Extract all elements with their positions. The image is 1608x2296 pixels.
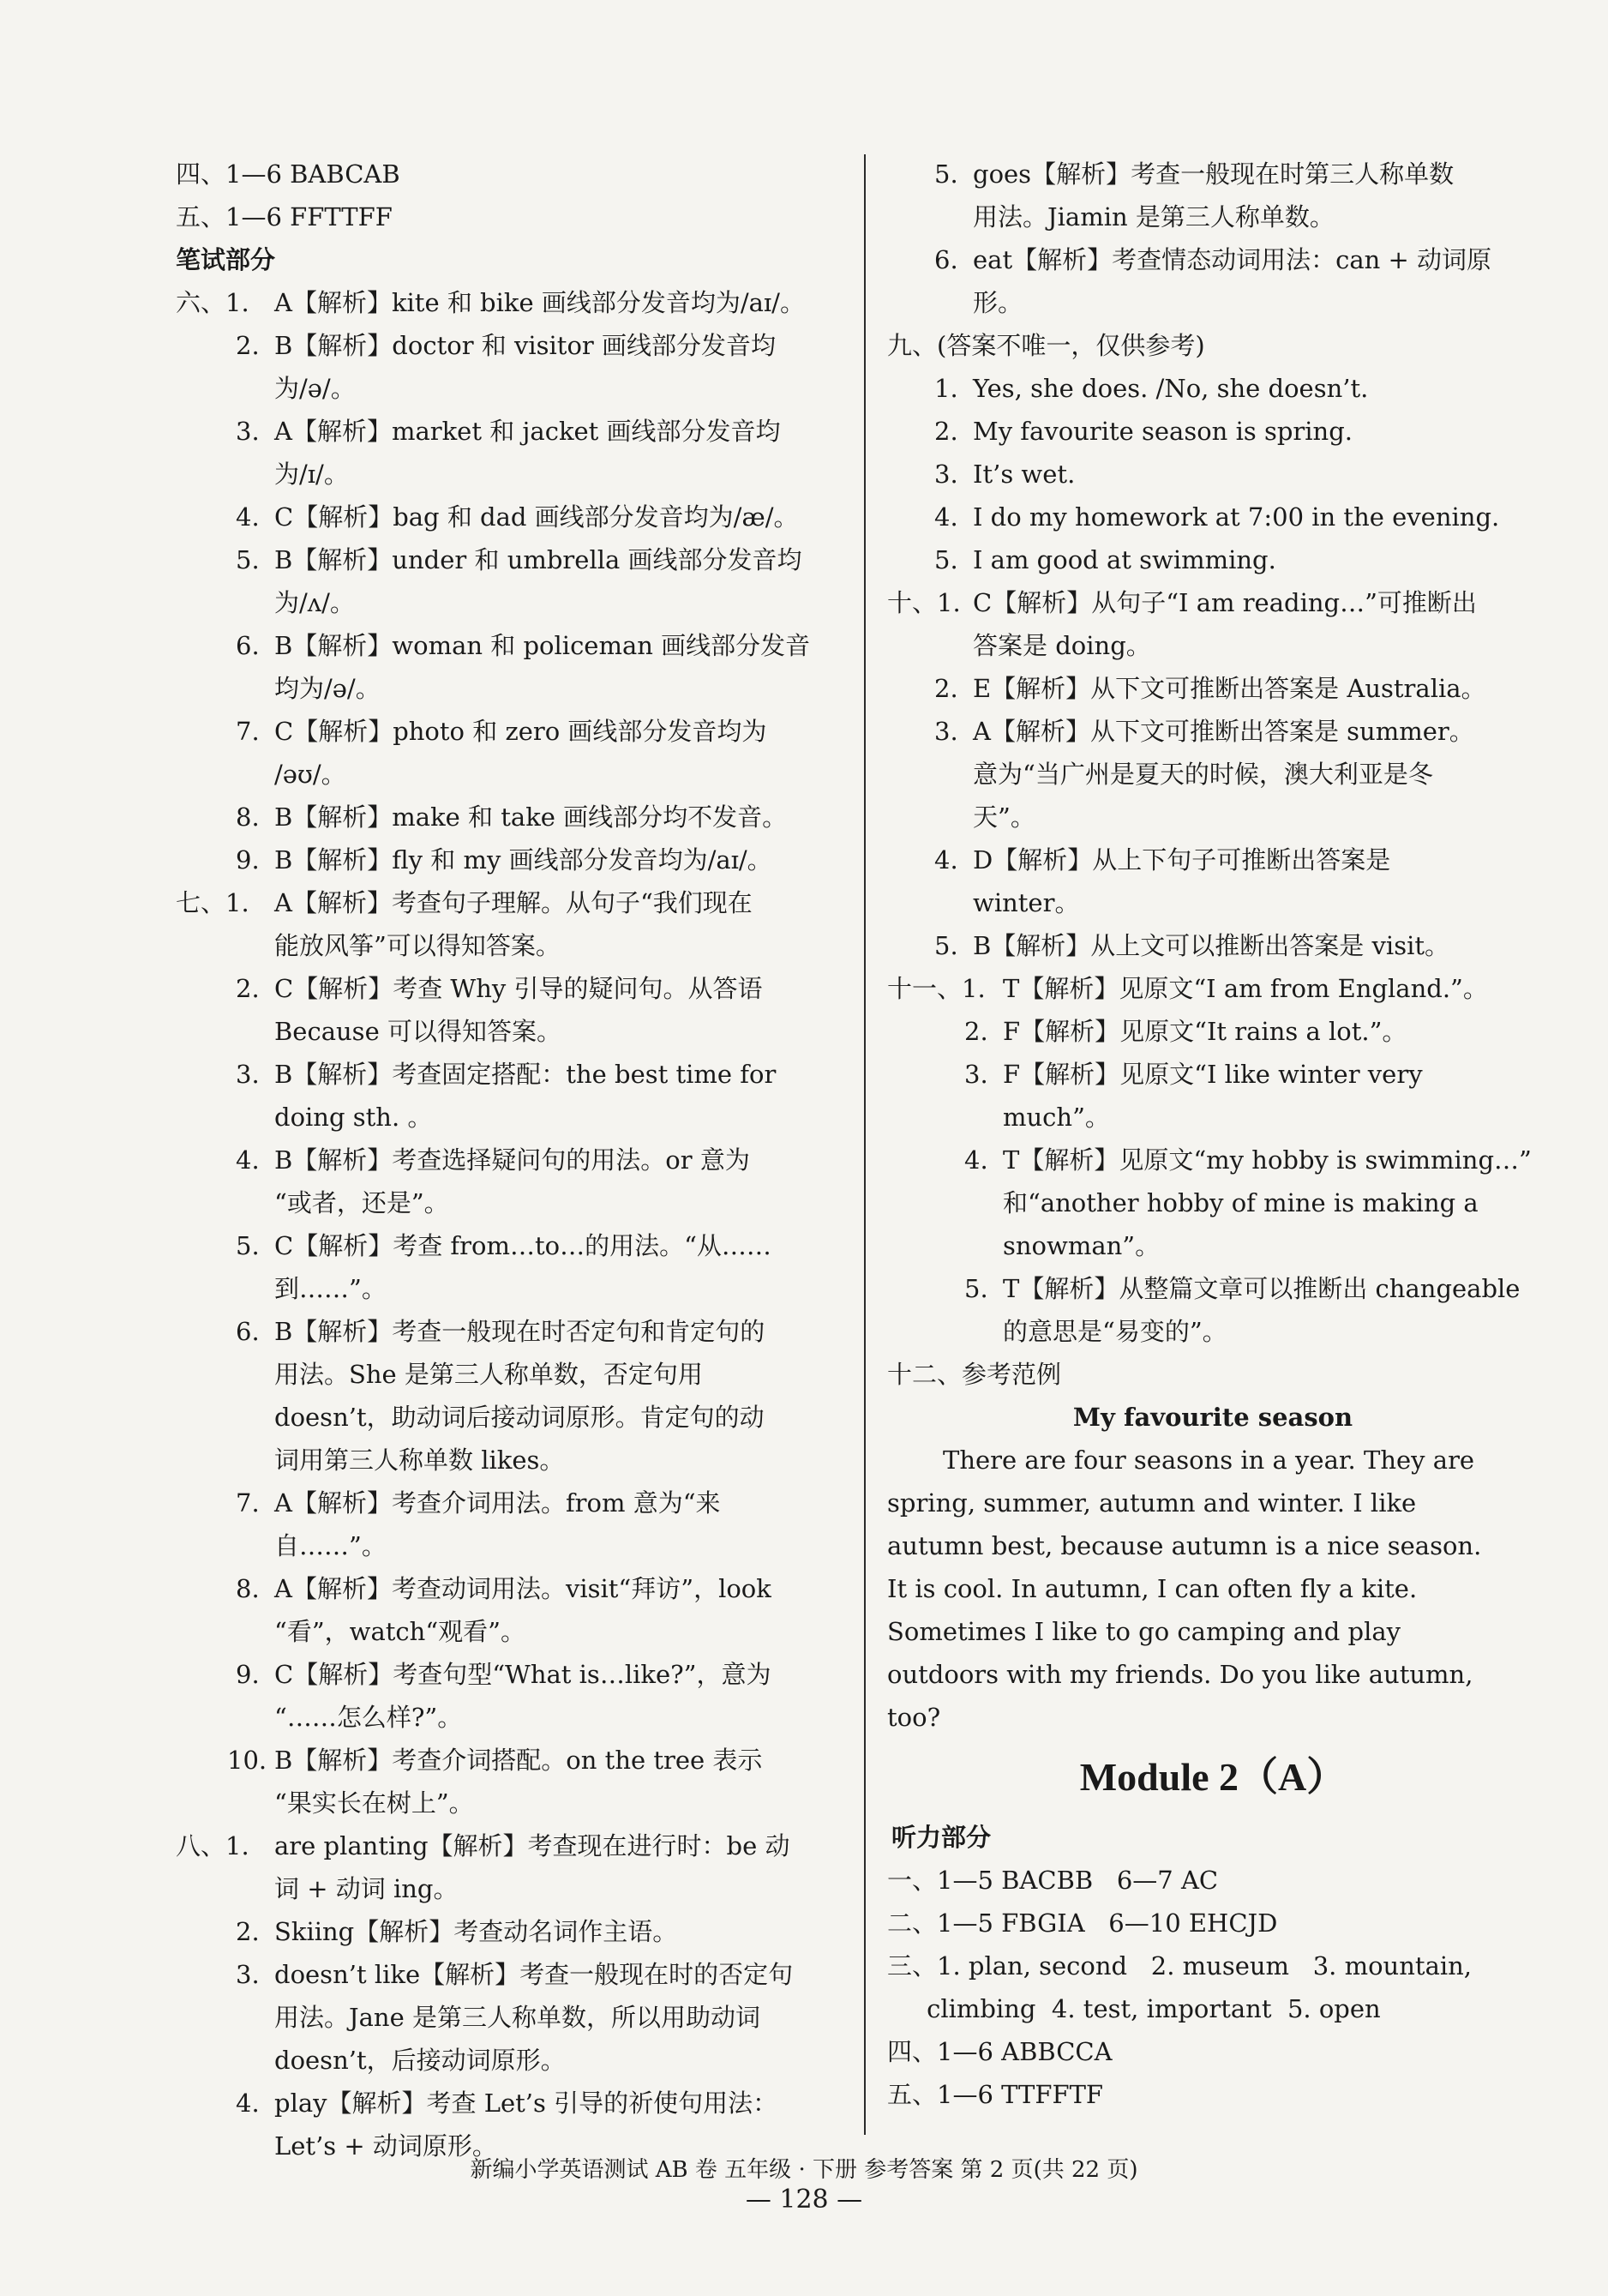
module-answer-line: 三、1. plan, second 2. museum 3. mountain,: [887, 1951, 1473, 1980]
right-answer-line: [887, 367, 1539, 410]
essay-line: There are four seasons in a year. They are: [943, 1446, 1475, 1475]
right-answer-line: [887, 1310, 1539, 1353]
item-number: 8.: [236, 802, 260, 832]
item-text: 自……”。: [274, 1531, 387, 1560]
essay-title: My favourite season: [1072, 1403, 1353, 1432]
right-answer-line: [887, 538, 1539, 581]
item-number: 5.: [934, 159, 958, 189]
item-text: C【解析】考查句型“What is…like?”，意为: [274, 1660, 771, 1689]
item-number: 3.: [236, 1060, 260, 1089]
item-text: 均为/ə/。: [274, 674, 381, 703]
item-text: 为/ʌ/。: [274, 588, 355, 617]
left-answer-line: [176, 1396, 853, 1439]
right-answer-line: [887, 238, 1539, 281]
right-answer-line: [887, 624, 1539, 667]
item-text: C【解析】photo 和 zero 画线部分发音均为: [274, 717, 767, 746]
right-answer-line: [887, 881, 1539, 924]
left-answer-line: [176, 881, 853, 924]
left-answer-line: [176, 538, 853, 581]
right-answer-line: [887, 153, 1539, 195]
left-answer-line: [176, 367, 853, 410]
item-text: doesn’t，后接动词原形。: [274, 2046, 566, 2075]
right-answer-line: [887, 924, 1539, 967]
module-answer-line: climbing 4. test, important 5. open: [887, 1994, 1381, 2023]
item-text: B【解析】考查介词搭配。on the tree 表示: [274, 1746, 763, 1775]
left-answer-line: [176, 1953, 853, 1996]
item-text: D【解析】从上下句子可推断出答案是: [973, 845, 1391, 875]
left-answer-line: [176, 2039, 853, 2082]
right-answer-line: [887, 753, 1539, 796]
item-text: much”。: [1003, 1103, 1110, 1132]
module-answer-line: 一、1—5 BACBB 6—7 AC: [887, 1866, 1219, 1895]
left-answer-line: [176, 924, 853, 967]
item-number: 3.: [934, 717, 958, 746]
left-column: [176, 153, 853, 2167]
right-answer-line: [887, 710, 1539, 753]
item-text: doesn’t，助动词后接动词原形。肯定句的动: [274, 1403, 765, 1432]
item-text: I do my homework at 7:00 in the evening.: [973, 502, 1500, 532]
item-number: 九、(答案不唯一，仅供参考): [887, 331, 1205, 360]
item-number: 2.: [236, 1917, 260, 1946]
left-answer-line: [176, 1224, 853, 1267]
item-text: winter。: [973, 888, 1080, 917]
left-answer-line: [176, 1910, 853, 1953]
item-text: play【解析】考查 Let’s 引导的祈使句用法：: [274, 2089, 778, 2118]
item-text: C【解析】考查 Why 引导的疑问句。从答语: [274, 974, 763, 1003]
left-answer-line: [176, 324, 853, 367]
essay-line: too?: [887, 1703, 941, 1732]
right-answer-line: [887, 1139, 1539, 1181]
item-text: Because 可以得知答案。: [274, 1017, 561, 1046]
item-number: 4.: [236, 502, 260, 532]
item-text: T【解析】从整篇文章可以推断出 changeable: [1003, 1274, 1521, 1303]
item-text: 答案是 doing。: [973, 631, 1151, 660]
item-text: doing sth. 。: [274, 1103, 433, 1132]
item-number: 3.: [236, 417, 260, 446]
item-number: 3.: [964, 1060, 988, 1089]
item-text: B【解析】fly 和 my 画线部分发音均为/aɪ/。: [274, 845, 772, 875]
item-number: 五、1—6 FFTTFF: [176, 202, 393, 231]
item-text: A【解析】从下文可推断出答案是 summer。: [973, 717, 1474, 746]
item-number: 5.: [236, 1231, 260, 1260]
right-answer-line: [887, 281, 1539, 324]
item-text: 能放风筝”可以得知答案。: [274, 931, 561, 960]
item-text: A【解析】market 和 jacket 画线部分发音均: [274, 417, 781, 446]
item-text: 词用第三人称单数 likes。: [274, 1446, 565, 1475]
right-answer-line: [887, 1010, 1539, 1053]
right-answer-line: [887, 324, 1539, 367]
item-number: 七、1.: [176, 888, 249, 917]
item-text: Skiing【解析】考查动名词作主语。: [274, 1917, 678, 1946]
left-answer-line: [176, 2082, 853, 2125]
essay-line: Sometimes I like to go camping and play: [887, 1617, 1401, 1646]
item-number: 5.: [934, 931, 958, 960]
item-number: 2.: [934, 417, 958, 446]
right-answer-line: [887, 581, 1539, 624]
right-answer-line: [887, 1181, 1539, 1224]
left-answer-line: [176, 496, 853, 538]
left-answer-line: [176, 1996, 853, 2039]
module-answer-line: 听力部分: [891, 1823, 992, 1852]
item-text: I am good at swimming.: [973, 545, 1276, 574]
right-answer-line: [887, 195, 1539, 238]
item-text: “或者，还是”。: [274, 1188, 449, 1217]
left-answer-line: [176, 238, 853, 281]
left-answer-line: [176, 1524, 853, 1567]
item-text: /əʊ/。: [274, 760, 346, 789]
item-text: 意为“当广州是夏天的时候，澳大利亚是冬: [973, 760, 1433, 789]
item-number: 10.: [227, 1746, 267, 1775]
item-number: 5.: [236, 545, 260, 574]
item-text: “果实长在树上”。: [274, 1788, 474, 1818]
module-title: Module 2（A）: [1079, 1755, 1347, 1799]
left-answer-line: [176, 581, 853, 624]
left-answer-line: [176, 453, 853, 496]
item-text: It’s wet.: [973, 460, 1076, 489]
column-divider: [864, 154, 866, 2135]
footer-page-number: — 128 —: [745, 2185, 863, 2215]
item-number: 十二、参考范例: [887, 1360, 1062, 1389]
item-number: 四、1—6 BABCAB: [176, 159, 400, 189]
item-text: are planting【解析】考查现在进行时：be 动: [274, 1831, 790, 1860]
item-text: My favourite season is spring.: [973, 417, 1353, 446]
item-number: 6.: [236, 1317, 260, 1346]
module-answer-line: 二、1—5 FBGIA 6—10 EHCJD: [887, 1908, 1278, 1938]
left-answer-line: [176, 195, 853, 238]
right-answer-line: [887, 1053, 1539, 1096]
item-text: B【解析】woman 和 policeman 画线部分发音: [274, 631, 811, 660]
item-text: A【解析】考查动词用法。visit“拜访”，look: [274, 1574, 771, 1603]
item-text: F【解析】见原文“It rains a lot.”。: [1003, 1017, 1407, 1046]
item-text: F【解析】见原文“I like winter very: [1003, 1060, 1423, 1089]
left-answer-line: [176, 1310, 853, 1353]
right-answer-line: [887, 410, 1539, 453]
item-text: 为/ɪ/。: [274, 460, 349, 489]
item-text: T【解析】见原文“I am from England.”。: [1003, 974, 1488, 1003]
item-text: “……怎么样?”。: [274, 1703, 463, 1732]
item-number: 十、1.: [887, 588, 961, 617]
left-answer-line: [176, 281, 853, 324]
left-answer-line: [176, 1139, 853, 1181]
essay-body: [887, 1439, 1539, 1739]
left-answer-line: [176, 796, 853, 838]
left-answer-line: [176, 967, 853, 1010]
item-number: 十一、1.: [887, 974, 986, 1003]
item-text: 到……”。: [274, 1274, 387, 1303]
left-answer-line: [176, 1439, 853, 1482]
right-answer-line: [887, 1096, 1539, 1139]
essay-line: It is cool. In autumn, I can often fly a kite.: [887, 1574, 1418, 1603]
item-text: B【解析】从上文可以推断出答案是 visit。: [973, 931, 1449, 960]
footer-book-info: 新编小学英语测试 AB 卷 五年级 · 下册 参考答案 第 2 页(共 22 页): [470, 2157, 1138, 2183]
left-answer-line: [176, 1653, 853, 1696]
item-text: C【解析】从句子“I am reading…”可推断出: [973, 588, 1477, 617]
item-number: 7.: [236, 1488, 260, 1518]
essay-line: spring, summer, autumn and winter. I like: [887, 1488, 1417, 1518]
item-number: 4.: [934, 845, 958, 875]
right-answer-line: [887, 1353, 1539, 1396]
right-answer-line: [887, 838, 1539, 881]
left-answer-line: [176, 1867, 853, 1910]
left-answer-line: [176, 1096, 853, 1139]
item-number: 2.: [934, 674, 958, 703]
right-answer-line: [887, 796, 1539, 838]
left-answer-line: [176, 1010, 853, 1053]
item-number: 六、1.: [176, 288, 249, 317]
left-answer-line: [176, 1567, 853, 1610]
item-text: C【解析】考查 from…to…的用法。“从……: [274, 1231, 771, 1260]
item-number: 6.: [236, 631, 260, 660]
item-number: 八、1.: [176, 1831, 249, 1860]
item-text: Let’s + 动词原形。: [274, 2131, 497, 2161]
module-answers: [887, 1816, 1539, 2116]
left-answer-line: [176, 1053, 853, 1096]
item-number: 1.: [934, 374, 958, 403]
item-text: B【解析】doctor 和 visitor 画线部分发音均: [274, 331, 776, 360]
module-answer-line: 四、1—6 ABBCCA: [887, 2037, 1113, 2066]
item-text: 词 + 动词 ing。: [274, 1874, 459, 1903]
item-text: E【解析】从下文可推断出答案是 Australia。: [973, 674, 1486, 703]
item-number: 9.: [236, 845, 260, 875]
item-text: C【解析】bag 和 dad 画线部分发音均为/æ/。: [274, 502, 799, 532]
left-answer-line: [176, 710, 853, 753]
item-number: 9.: [236, 1660, 260, 1689]
left-answer-line: [176, 1482, 853, 1524]
left-answer-line: [176, 667, 853, 710]
left-answer-line: [176, 1696, 853, 1739]
item-text: 用法。She 是第三人称单数，否定句用: [274, 1360, 703, 1389]
left-answer-line: [176, 1181, 853, 1224]
item-number: 笔试部分: [176, 245, 276, 274]
item-text: goes【解析】考查一般现在时第三人称单数: [973, 159, 1455, 189]
item-text: eat【解析】考查情态动词用法：can + 动词原: [973, 245, 1492, 274]
item-text: 为/ə/。: [274, 374, 356, 403]
left-answer-line: [176, 838, 853, 881]
item-number: 7.: [236, 717, 260, 746]
right-column: [887, 153, 1539, 2116]
item-number: 3.: [934, 460, 958, 489]
item-text: “看”，watch“观看”。: [274, 1617, 525, 1646]
item-number: 4.: [934, 502, 958, 532]
item-number: 4.: [236, 1145, 260, 1175]
item-text: 的意思是“易变的”。: [1003, 1317, 1227, 1346]
left-answer-line: [176, 753, 853, 796]
item-number: 6.: [934, 245, 958, 274]
left-answer-line: [176, 1610, 853, 1653]
essay-line: outdoors with my friends. Do you like autumn,: [887, 1660, 1473, 1689]
item-text: 形。: [973, 288, 1023, 317]
right-answer-line: [887, 1267, 1539, 1310]
item-text: A【解析】考查介词用法。from 意为“来: [274, 1488, 721, 1518]
item-number: 3.: [236, 1960, 260, 1989]
item-text: doesn’t like【解析】考查一般现在时的否定句: [274, 1960, 794, 1989]
right-answer-line: [887, 453, 1539, 496]
right-answers: [887, 153, 1539, 1396]
item-number: 8.: [236, 1574, 260, 1603]
essay-line: autumn best, because autumn is a nice season.: [887, 1531, 1482, 1560]
left-answer-line: [176, 410, 853, 453]
item-text: A【解析】kite 和 bike 画线部分发音均为/aɪ/。: [274, 288, 805, 317]
left-answer-line: [176, 1353, 853, 1396]
item-number: 2.: [236, 331, 260, 360]
item-text: T【解析】见原文“my hobby is swimming…”: [1003, 1145, 1532, 1175]
item-text: Yes, she does. /No, she doesn’t.: [973, 374, 1369, 403]
left-answer-line: [176, 624, 853, 667]
item-number: 4.: [236, 2089, 260, 2118]
left-answer-line: [176, 1267, 853, 1310]
item-text: B【解析】考查一般现在时否定句和肯定句的: [274, 1317, 765, 1346]
item-text: 用法。Jane 是第三人称单数，所以用助动词: [274, 2003, 760, 2032]
right-answer-line: [887, 667, 1539, 710]
item-number: 5.: [964, 1274, 988, 1303]
right-answer-line: [887, 1224, 1539, 1267]
left-answer-line: [176, 1824, 853, 1867]
item-text: 用法。Jiamin 是第三人称单数。: [973, 202, 1335, 231]
item-text: 天”。: [973, 802, 1035, 832]
item-number: 2.: [964, 1017, 988, 1046]
right-answer-line: [887, 496, 1539, 538]
item-number: 2.: [236, 974, 260, 1003]
item-text: B【解析】under 和 umbrella 画线部分发音均: [274, 545, 802, 574]
item-number: 4.: [964, 1145, 988, 1175]
item-number: 5.: [934, 545, 958, 574]
item-text: B【解析】考查选择疑问句的用法。or 意为: [274, 1145, 750, 1175]
item-text: snowman”。: [1003, 1231, 1161, 1260]
right-answer-line: [887, 967, 1539, 1010]
item-text: B【解析】make 和 take 画线部分均不发音。: [274, 802, 788, 832]
left-answer-line: [176, 1782, 853, 1824]
item-text: 和“another hobby of mine is making a: [1003, 1188, 1479, 1217]
left-answer-line: [176, 1739, 853, 1782]
left-answer-line: [176, 153, 853, 195]
item-text: A【解析】考查句子理解。从句子“我们现在: [274, 888, 753, 917]
module-answer-line: 五、1—6 TTFFTF: [887, 2080, 1104, 2109]
item-text: B【解析】考查固定搭配：the best time for: [274, 1060, 777, 1089]
